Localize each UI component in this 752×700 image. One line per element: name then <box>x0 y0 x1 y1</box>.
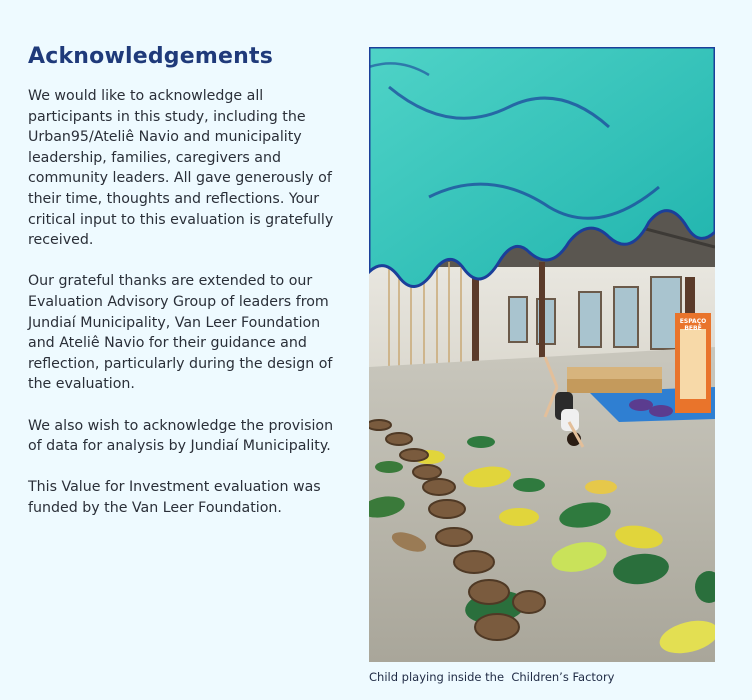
paragraph-participants: We would like to acknowledge all participants in this study, including the Urban95/Ateliê Navio and municipality leadership, families, caregivers and community leaders. All gave generously of their time, thoughts and reflections. Your critical input to this evaluation is gratefully received. <box>28 88 334 249</box>
photo-illustration <box>369 47 715 662</box>
paragraph-funding: This Value for Investment evaluation was funded by the Van Leer Foundation. <box>28 479 321 516</box>
sign-line-2: BEBÊ <box>684 325 702 332</box>
childrens-factory-photo <box>369 47 715 662</box>
sign-line-1: ESPAÇO <box>679 318 707 325</box>
paragraph-advisory-group: Our grateful thanks are extended to our Evaluation Advisory Group of leaders from Jundiaí Municipality, Van Leer Foundation and Ateliê Navio for their guidance and reflection, particularly during the design of the evaluation. <box>28 273 333 393</box>
page-title: Acknowledgements <box>28 44 273 69</box>
photo-caption: Child playing inside the Children’s Factory <box>369 670 615 684</box>
acknowledgement-text <box>28 86 344 539</box>
paragraph-data-provision: We also wish to acknowledge the provision of data for analysis by Jundiaí Municipality. <box>28 417 334 455</box>
